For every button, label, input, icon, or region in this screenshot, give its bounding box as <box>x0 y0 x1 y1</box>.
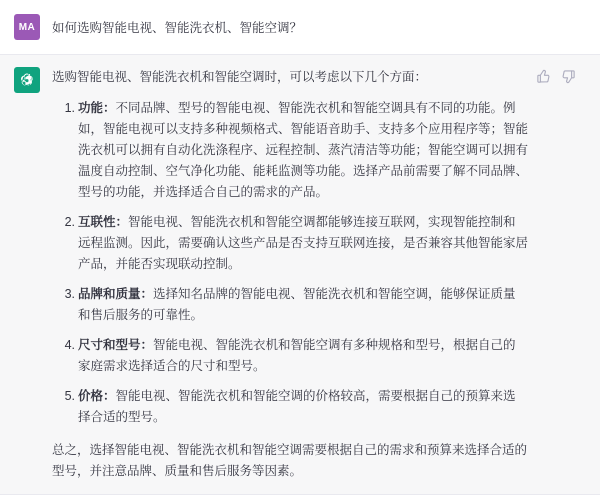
list-item <box>78 386 528 428</box>
list-item-title: 尺寸和型号： <box>78 338 154 352</box>
assistant-content <box>52 67 528 482</box>
list-item-text: 选择知名品牌的智能电视、智能洗衣机和智能空调，能够保证质量和售后服务的可靠性。 <box>78 287 516 322</box>
assistant-message-row <box>0 55 600 495</box>
assistant-conclusion: 总之，选择智能电视、智能洗衣机和智能空调需要根据自己的需求和预算来选择合适的型号，并注意品牌、质量和售后服务等因素。 <box>52 443 528 478</box>
user-avatar <box>14 14 40 40</box>
list-item-title: 品牌和质量： <box>78 287 154 301</box>
assistant-numbered-list <box>52 98 528 428</box>
assistant-message-body <box>52 67 584 482</box>
user-message-text: 如何选购智能电视、智能洗衣机、智能空调？ <box>52 20 303 35</box>
user-message-row <box>0 0 600 55</box>
openai-logo-icon <box>19 72 35 88</box>
list-item-text: 智能电视、智能洗衣机和智能空调都能够连接互联网，实现智能控制和远程监测。因此，需要确认这些产品是否支持互联网连接，是否兼容其他智能家居产品，并能否实现联动控制。 <box>78 215 529 271</box>
list-item-title: 功能： <box>78 101 116 115</box>
list-item-text: 智能电视、智能洗衣机和智能空调有多种规格和型号，根据自己的家庭需求选择适合的尺寸和型号。 <box>78 338 516 373</box>
user-message-body <box>52 18 584 37</box>
assistant-avatar <box>14 67 40 93</box>
message-actions <box>536 67 576 84</box>
thumbs-up-icon[interactable] <box>536 69 551 84</box>
list-item-text: 不同品牌、型号的智能电视、智能洗衣机和智能空调具有不同的功能。例如，智能电视可以支持多种视频格式、智能语音助手、支持多个应用程序等；智能洗衣机可以拥有自动化洗涤程序、远程控制、蒸汽清洁等功能；智能空调可以拥有温度自动控制、空气净化功能、能耗监测等功能。选择产品前需要了解不同品牌、型号的功能，并选择适合自己的需求的产品。 <box>78 101 529 199</box>
list-item <box>78 98 528 203</box>
list-item-text: 智能电视、智能洗衣机和智能空调的价格较高，需要根据自己的预算来选择合适的型号。 <box>78 389 516 424</box>
user-avatar-initials: MA <box>18 21 36 33</box>
list-item-title: 价格： <box>78 389 116 403</box>
list-item <box>78 335 528 377</box>
list-item-title: 互联性： <box>78 215 129 229</box>
thumbs-down-icon[interactable] <box>561 69 576 84</box>
assistant-intro: 选购智能电视、智能洗衣机和智能空调时，可以考虑以下几个方面： <box>52 70 428 84</box>
list-item <box>78 212 528 275</box>
list-item <box>78 284 528 326</box>
